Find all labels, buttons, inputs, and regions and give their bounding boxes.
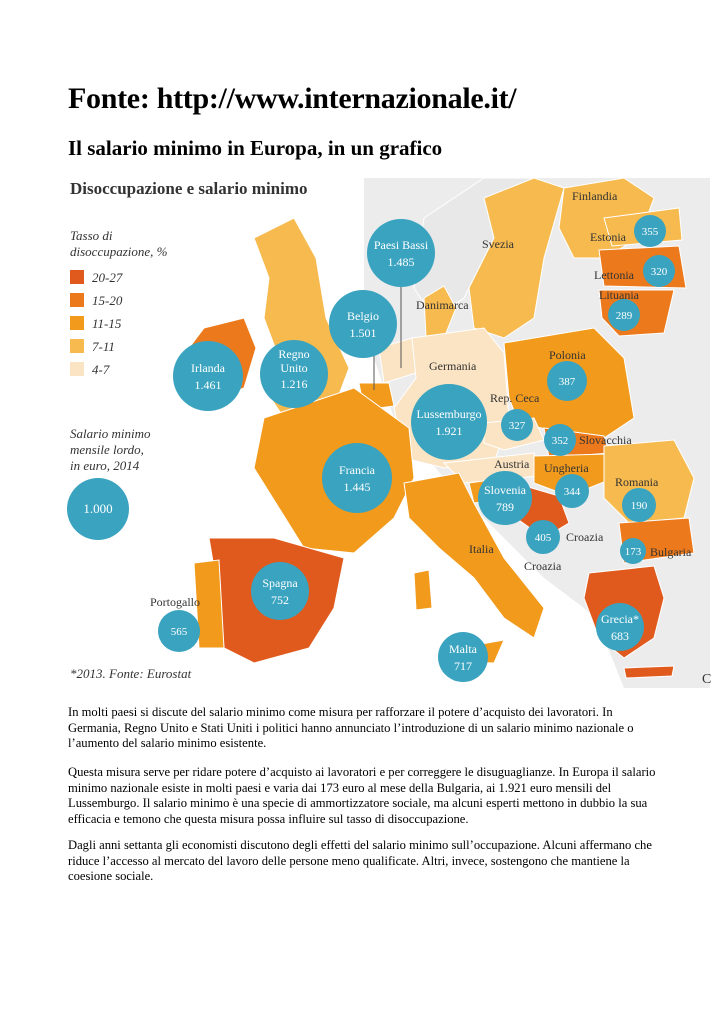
article-title: Il salario minimo in Europa, in un grafico	[68, 136, 443, 160]
legend-swatch	[70, 362, 84, 376]
legend-unemployment-title-1: Tasso di	[70, 228, 113, 243]
paragraph-1: In molti paesi si discute del salario minimo come misura per rafforzare il potere d’acquisto dei lavoratori. In Germania, Regno Unito e Stati Uniti i politici hanno annunciato l’introduzione di un salario minimo nazionale o l’aumento del salario minimo esistente.	[68, 705, 634, 750]
legend-swatch	[70, 339, 84, 353]
bubble-country-name-irlanda: Irlanda	[191, 361, 225, 375]
source-heading: Fonte: http://www.internazionale.it/	[68, 82, 517, 115]
wage-bubble-spagna	[251, 562, 309, 620]
bubble-wage-portogallo: 565	[170, 626, 188, 638]
bubble-wage-spagna: 752	[271, 593, 289, 607]
bubble-country-name-regno-unito: Unito	[280, 361, 308, 375]
country-label-romania: Romania	[615, 475, 659, 489]
country-label-bulgaria: Bulgaria	[650, 545, 692, 559]
country-sardegna	[414, 570, 432, 610]
country-label-rep-ceca: Rep. Ceca	[490, 391, 540, 405]
bubble-wage-malta: 717	[454, 659, 472, 673]
label-svezia: Svezia	[482, 237, 514, 251]
wage-bubble-paesi-bassi	[367, 219, 435, 287]
country-label-lituania: Lituania	[599, 288, 639, 302]
map-title: Disoccupazione e salario minimo	[70, 179, 308, 198]
bubble-wage-slovenia: 789	[496, 500, 514, 514]
legend-wage-example: 1.000	[83, 501, 113, 516]
legend-class-label: 11-15	[92, 316, 122, 331]
legend-class-label: 20-27	[92, 270, 123, 285]
bubble-wage-belgio: 1.501	[349, 326, 377, 340]
legend-class-label: 15-20	[92, 293, 123, 308]
europe-map-svg	[64, 178, 710, 688]
europe-map-figure	[64, 178, 710, 688]
country-label-lettonia: Lettonia	[594, 268, 634, 282]
bubble-wage-lettonia: 320	[650, 266, 668, 278]
legend-wage-title-2: mensile lordo,	[70, 442, 144, 457]
wage-bubble-lussemburgo	[411, 384, 487, 460]
bubble-wage-grecia: 683	[611, 629, 629, 643]
label-finlandia: Finlandia	[572, 189, 618, 203]
bubble-wage-irlanda: 1.461	[194, 378, 222, 392]
legend-swatch	[70, 293, 84, 307]
wage-bubble-grecia	[596, 603, 644, 651]
bubble-wage-croazia: 405	[534, 532, 552, 544]
wage-bubble-malta	[438, 632, 488, 682]
bubble-wage-lituania: 289	[615, 310, 633, 322]
legend-swatch	[70, 270, 84, 284]
legend-class-label: 7-11	[92, 339, 115, 354]
legend-wage-title-3: in euro, 2014	[70, 458, 140, 473]
country-creta	[624, 666, 674, 678]
bubble-wage-lussemburgo: 1.921	[435, 424, 463, 438]
wage-bubble-francia	[322, 443, 392, 513]
bubble-country-name-slovenia: Slovenia	[484, 483, 526, 497]
legend-unemployment-title-2: disoccupazione, %	[70, 244, 168, 259]
bubble-wage-paesi-bassi: 1.485	[387, 255, 415, 269]
edge-label: C	[702, 672, 712, 687]
bubble-wage-polonia: 387	[558, 376, 576, 388]
bubble-wage-romania: 190	[630, 500, 648, 512]
bubble-wage-ungheria: 344	[563, 486, 581, 498]
wage-bubble-belgio	[329, 290, 397, 358]
label-danimarca: Danimarca	[416, 298, 469, 312]
bubble-wage-bulgaria: 173	[624, 546, 642, 558]
label-germania: Germania	[429, 359, 477, 373]
bubble-wage-slovacchia: 352	[551, 435, 569, 447]
bubble-wage-estonia: 355	[641, 226, 659, 238]
bubble-country-name-grecia: Grecia*	[601, 612, 639, 626]
legend-classes	[70, 270, 123, 377]
paragraph-2: Questa misura serve per ridare potere d’acquisto ai lavoratori e per correggere le disuguaglianze. In Europa il salario minimo nazionale esiste in molti paesi e varia dai 173 euro al mese della Bulgaria, ai 1.921 euro mensili del Lussemburgo. Il salario minimo è una specie di ammortizzatore sociale, ma alcuni esperti mettono in dubbio la sua efficacia e temono che questa misura possa influire sul tasso di disoccupazione.	[68, 765, 656, 826]
label-austria: Austria	[494, 457, 530, 471]
bubble-country-name-spagna: Spagna	[262, 576, 298, 590]
bubble-country-name-paesi-bassi: Paesi Bassi	[373, 238, 429, 252]
legend-swatch	[70, 316, 84, 330]
bubble-country-name-francia: Francia	[339, 463, 375, 477]
legend-wage-title-1: Salario minimo	[70, 426, 151, 441]
bubble-country-name-lussemburgo: Lussemburgo	[416, 407, 482, 421]
paragraph-3: Dagli anni settanta gli economisti discutono degli effetti del salario minimo sull’occupazione. Alcuni affermano che riduce l’accesso al mercato del lavoro delle persone meno qualificate. Altri, invece, sostengono che mantiene la coesione sociale.	[68, 838, 652, 883]
country-label-portogallo: Portogallo	[150, 595, 200, 609]
legend-class-label: 4-7	[92, 362, 110, 377]
map-footnote: *2013. Fonte: Eurostat	[70, 666, 192, 681]
country-label-polonia: Polonia	[549, 348, 586, 362]
bubble-country-name-malta: Malta	[449, 642, 477, 656]
label-croazia: Croazia	[524, 559, 562, 573]
bubble-wage-rep-ceca: 327	[508, 420, 526, 432]
country-label-estonia: Estonia	[590, 230, 626, 244]
label-italia: Italia	[469, 542, 494, 556]
wage-bubble-irlanda	[173, 341, 243, 411]
bubble-wage-regno-unito: 1.216	[280, 377, 308, 391]
country-label-slovacchia: Slovacchia	[579, 433, 632, 447]
country-label-croazia: Croazia	[566, 530, 604, 544]
wage-bubble-slovenia	[478, 471, 532, 525]
bubble-country-name-belgio: Belgio	[347, 309, 379, 323]
bubble-wage-francia: 1.445	[343, 480, 371, 494]
bubble-country-name-regno-unito: Regno	[278, 347, 310, 361]
country-label-ungheria: Ungheria	[544, 461, 589, 475]
